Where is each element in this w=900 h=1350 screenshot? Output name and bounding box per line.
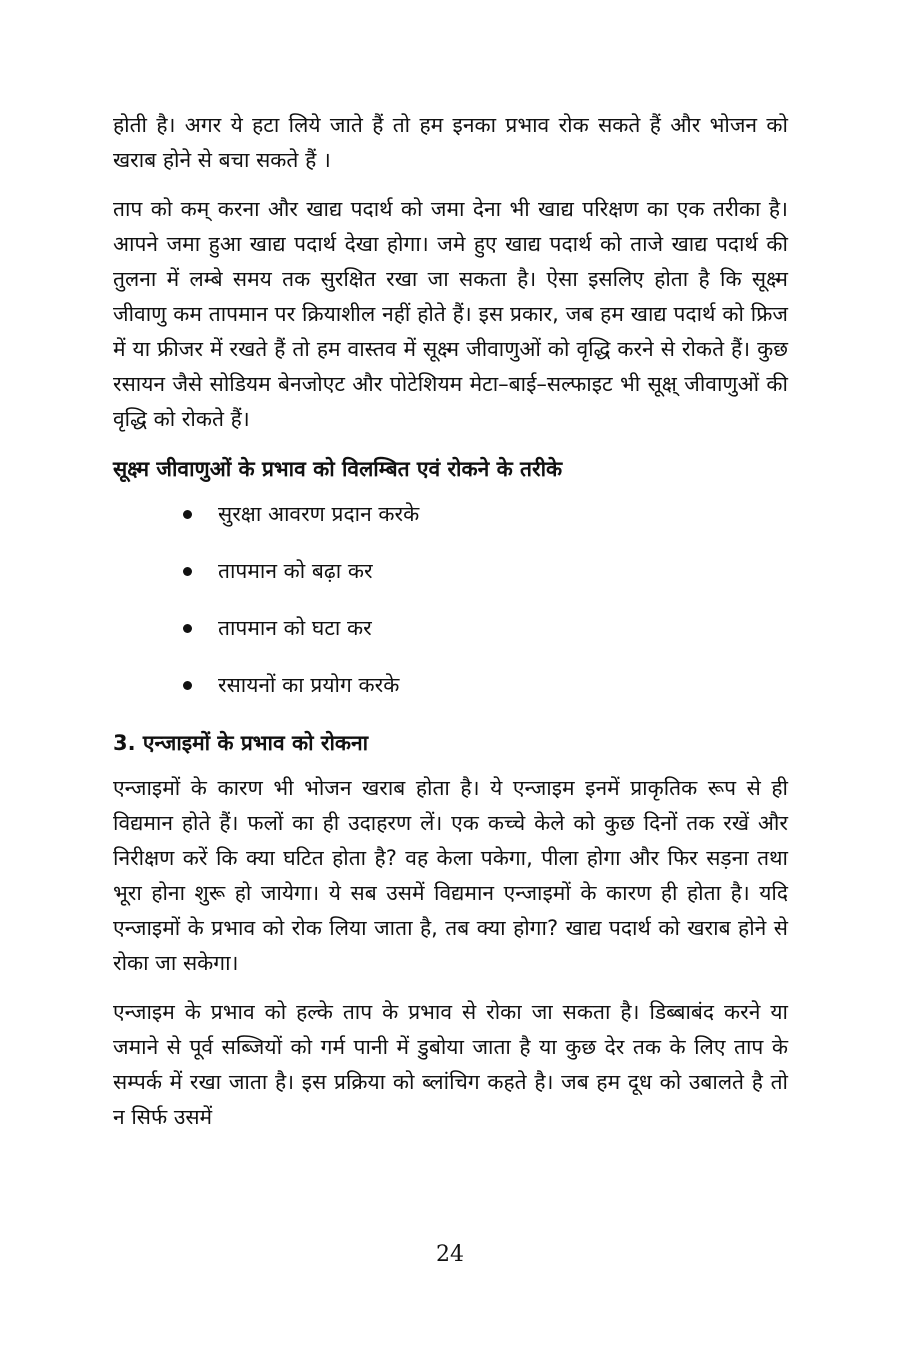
bullet-icon bbox=[183, 624, 192, 633]
list-item-text: सुरक्षा आवरण प्रदान करके bbox=[218, 502, 420, 526]
page-content bbox=[113, 108, 788, 1149]
paragraph-intro: होती है। अगर ये हटा लिये जाते हैं तो हम इनका प्रभाव रोक सकते हैं और भोजन को खराब होने से बचा सकते हैं । bbox=[113, 113, 788, 172]
list-item bbox=[183, 497, 788, 531]
bullet-icon bbox=[183, 510, 192, 519]
list-item bbox=[183, 668, 788, 702]
bullet-icon bbox=[183, 681, 192, 690]
bullet-icon bbox=[183, 567, 192, 576]
list-item bbox=[183, 611, 788, 645]
list-item-text: रसायनों का प्रयोग करके bbox=[218, 673, 400, 697]
paragraph-enzymes: एन्जाइमों के कारण भी भोजन खराब होता है। ये एन्जाइम इनमें प्राकृतिक रूप से ही विद्यमान होते हैं। फलों का ही उदाहरण लें। एक कच्चे केले को कुछ दिनों तक रखें और निरीक्षण करें कि क्या घटित होता है? वह केला पकेगा, पीला होगा और फिर सड़ना तथा भूरा होना शुरू हो जायेगा। ये सब उसमें विद्यमान एन्जाइमों के कारण ही होता है। यदि एन्जाइमों के प्रभाव को रोक लिया जाता है, तब क्या होगा? खाद्य पदार्थ को खराब होने से रोका जा सकेगा। bbox=[113, 776, 788, 975]
list-item-text: तापमान को बढ़ा कर bbox=[218, 559, 373, 583]
list-item bbox=[183, 554, 788, 588]
paragraph-freezing: ताप को कम् करना और खाद्य पदार्थ को जमा देना भी खाद्य परिक्षण का एक तरीका है। आपने जमा हुआ खाद्य पदार्थ देखा होगा। जमे हुए खाद्य पदार्थ को ताजे खाद्य पदार्थ की तुलना में लम्बे समय तक सुरक्षित रखा जा सकता है। ऐसा इसलिए होता है कि सूक्ष्म जीवाणु कम तापमान पर क्रियाशील नहीं होते हैं। इस प्रकार, जब हम खाद्य पदार्थ को फ्रिज में या फ्रीजर में रखते हैं तो हम वास्तव में सूक्ष्म जीवाणुओं को वृद्धि करने से रोकते हैं। कुछ रसायन जैसे सोडियम बेनजोएट और पोटेशियम मेटा–बाई–सल्फाइट भी सूक्ष् जीवाणुओं की वृद्धि को रोकते हैं। bbox=[113, 197, 788, 431]
section-heading-enzymes: 3. एन्जाइमों के प्रभाव को रोकना bbox=[113, 731, 369, 755]
paragraph-blanching: एन्जाइम के प्रभाव को हल्के ताप के प्रभाव से रोका जा सकता है। डिब्बाबंद करने या जमाने से पूर्व सब्जियों को गर्म पानी में डुबोया जाता है या कुछ देर तक के लिए ताप के सम्पर्क में रखा जाता है। इस प्रक्रिया को ब्लांचिग कहते है। जब हम दूध को उबालते है तो न सिर्फ उसमें bbox=[113, 1000, 788, 1129]
section-heading-microbes: सूक्ष्म जीवाणुओं के प्रभाव को विलम्बित एवं रोकने के तरीके bbox=[113, 457, 563, 481]
page-number: 24 bbox=[436, 1242, 464, 1267]
list-item-text: तापमान को घटा कर bbox=[218, 616, 372, 640]
methods-list bbox=[113, 497, 788, 702]
